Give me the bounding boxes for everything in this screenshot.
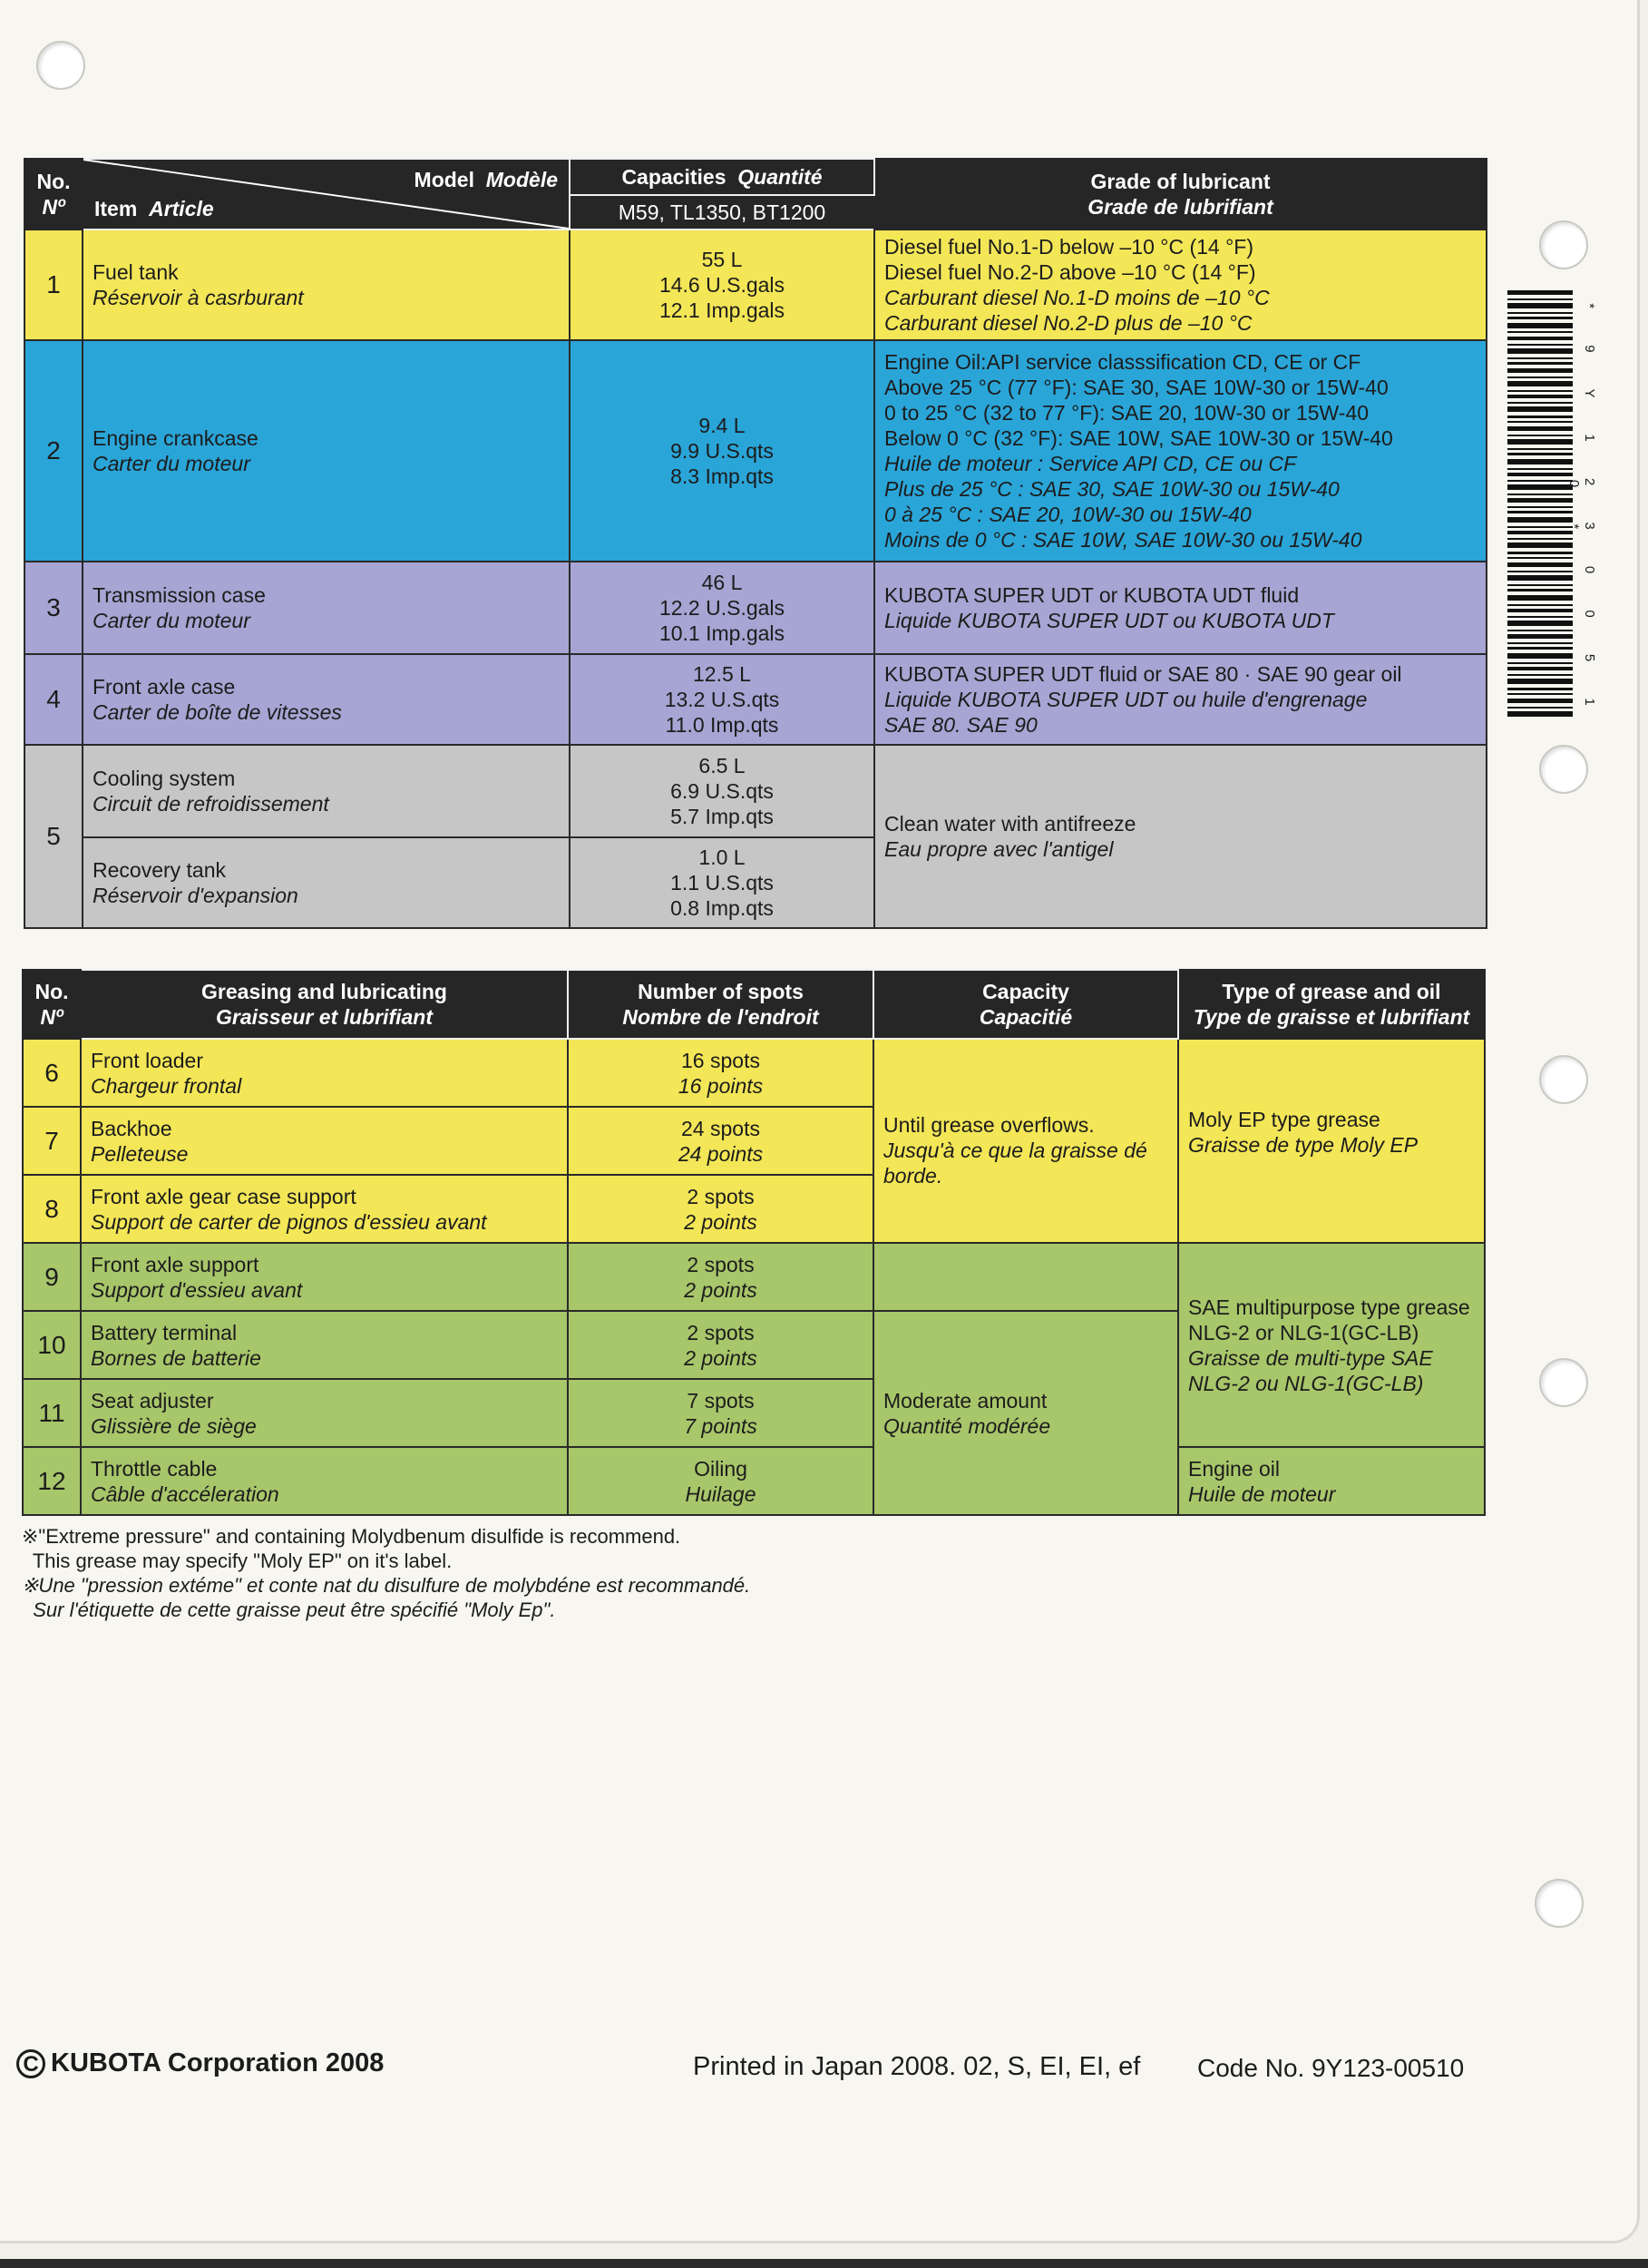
capacity-cell: 9.4 L 9.9 U.S.qts 8.3 Imp.qts: [570, 340, 874, 562]
spots-cell: 2 spots 2 points: [568, 1175, 873, 1243]
models-subheader: M59, TL1350, BT1200: [570, 195, 874, 230]
capacity-cell: 1.0 L 1.1 U.S.qts 0.8 Imp.qts: [570, 837, 874, 928]
col-no-header: No. Nº: [24, 159, 83, 230]
copyright: [16, 2048, 384, 2078]
row-number: 2: [24, 340, 83, 562]
spots-cell: 2 spots 2 points: [568, 1243, 873, 1311]
row-number: 8: [23, 1175, 81, 1243]
greasing-table: [22, 969, 1486, 1516]
col-greasing-header: Greasing and lubricating Graisseur et lubrifiant: [81, 970, 568, 1039]
table-row: [24, 340, 1487, 562]
col-capacity-header: Capacity Capacitié: [873, 970, 1178, 1039]
item-cell: Seat adjuster Glissière de siège: [81, 1379, 568, 1447]
table-row: [24, 745, 1487, 837]
spots-cell: 24 spots 24 points: [568, 1107, 873, 1175]
row-number: 9: [23, 1243, 81, 1311]
col-model-item-header: Model Modèle Item Article: [83, 159, 570, 230]
footnotes: [22, 1524, 750, 1622]
col-no-header: No. Nº: [23, 970, 81, 1039]
footnote-fr: ※Une "pression extéme" et conte nat du disulfure de molybdéne est recommandé.: [22, 1574, 751, 1597]
code-number: Code No. 9Y123-00510: [1197, 2054, 1465, 2082]
row-number: 7: [23, 1107, 81, 1175]
row-number: 12: [23, 1447, 81, 1515]
item-cell: Front axle support Support d'essieu avant: [81, 1243, 568, 1311]
binder-hole: [36, 41, 85, 90]
type-cell: Engine oil Huile de moteur: [1178, 1447, 1485, 1515]
scan-edge: [0, 2259, 1648, 2268]
row-number: 1: [24, 230, 83, 340]
footnote-en: This grease may specify "Moly EP" on it's label.: [22, 1549, 453, 1572]
table-row: [24, 230, 1487, 340]
type-cell: Moly EP type grease Graisse de type Moly EP: [1178, 1039, 1485, 1243]
row-number: 10: [23, 1311, 81, 1379]
item-cell: Front axle case Carter de boîte de vitesses: [83, 654, 570, 745]
barcode-text: [1566, 288, 1597, 724]
item-cell: Battery terminal Bornes de batterie: [81, 1311, 568, 1379]
barcode-label: * 9 Y 1 2 3 0 0 5 1 0 *: [1566, 303, 1597, 722]
capacity-cell: 46 L 12.2 U.S.gals 10.1 Imp.gals: [570, 562, 874, 654]
row-number: 11: [23, 1379, 81, 1447]
binder-hole: [1539, 1358, 1588, 1407]
item-cell: Cooling system Circuit de refroidissement: [83, 745, 570, 837]
capacity-cell: Moderate amount Quantité modérée: [873, 1311, 1178, 1515]
grade-cell: Clean water with antifreeze Eau propre avec l'antigel: [874, 745, 1487, 928]
row-number: 3: [24, 562, 83, 654]
capacity-cell-empty: [873, 1243, 1178, 1311]
footnote-en: ※"Extreme pressure" and containing Molydbenum disulfide is recommend.: [22, 1525, 681, 1548]
footnote-fr: Sur l'étiquette de cette graisse peut être spécifié "Moly Ep".: [22, 1598, 556, 1621]
row-number: 5: [24, 745, 83, 928]
table-row: [23, 1039, 1485, 1107]
col-type-header: Type of grease and oil Type de graisse et lubrifiant: [1178, 970, 1485, 1039]
capacities-table: [24, 158, 1487, 929]
spots-cell: 7 spots 7 points: [568, 1379, 873, 1447]
row-number: 6: [23, 1039, 81, 1107]
binder-hole: [1539, 745, 1588, 794]
grade-cell: Engine Oil:API service classsification CD, CE or CF Above 25 °C (77 °F): SAE 30, SAE 10W-30 or 15W-40 0 to 25 °C (32 to 77 °F): SAE 20, 10W-30 or 15W-40 Below 0 °C (32 °F): SAE 10W, SAE 10W-30 or 15W-40 Huile de moteur : Service API CD, CE ou CF Plus de 25 °C : SAE 30, SAE 10W-30 ou 15W-40 0 à 25 °C : SAE 20, 10W-30 ou 15W-40 Moins de 0 °C : SAE 10W, SAE 10W-30 ou 15W-40: [874, 340, 1487, 562]
printed-info: Printed in Japan 2008. 02, S, EI, EI, ef: [693, 2052, 1141, 2081]
col-grade-header: Grade of lubricant Grade de lubrifiant: [874, 159, 1487, 230]
row-number: 4: [24, 654, 83, 745]
item-cell: Front loader Chargeur frontal: [81, 1039, 568, 1107]
grade-cell: Diesel fuel No.1-D below –10 °C (14 °F) Diesel fuel No.2-D above –10 °C (14 °F) Carburant diesel No.1-D moins de –10 °C Carburant diesel No.2-D plus de –10 °C: [874, 230, 1487, 340]
type-cell: SAE multipurpose type grease NLG-2 or NLG-1(GC-LB) Graisse de multi-type SAE NLG-2 ou NLG-1(GC-LB): [1178, 1243, 1485, 1447]
spots-cell: 2 spots 2 points: [568, 1311, 873, 1379]
spots-cell: 16 spots 16 points: [568, 1039, 873, 1107]
grade-cell: KUBOTA SUPER UDT or KUBOTA UDT fluid Liquide KUBOTA SUPER UDT ou KUBOTA UDT: [874, 562, 1487, 654]
item-cell: Fuel tank Réservoir à casrburant: [83, 230, 570, 340]
capacity-cell: Until grease overflows. Jusqu'à ce que la graisse dé borde.: [873, 1039, 1178, 1243]
capacity-cell: 6.5 L 6.9 U.S.qts 5.7 Imp.qts: [570, 745, 874, 837]
binder-hole: [1535, 1879, 1584, 1928]
table-row: [24, 562, 1487, 654]
item-cell: Backhoe Pelleteuse: [81, 1107, 568, 1175]
binder-hole: [1539, 1055, 1588, 1104]
item-cell: Front axle gear case support Support de carter de pignos d'essieu avant: [81, 1175, 568, 1243]
table-row: [24, 654, 1487, 745]
item-cell: Engine crankcase Carter du moteur: [83, 340, 570, 562]
table-row: [23, 1447, 1485, 1515]
item-cell: Throttle cable Câble d'accéleration: [81, 1447, 568, 1515]
item-cell: Transmission case Carter du moteur: [83, 562, 570, 654]
col-spots-header: Number of spots Nombre de l'endroit: [568, 970, 873, 1039]
item-cell: Recovery tank Réservoir d'expansion: [83, 837, 570, 928]
barcode: [1507, 290, 1573, 721]
copyright-text: KUBOTA Corporation 2008: [51, 2048, 385, 2077]
capacity-cell: 55 L 14.6 U.S.gals 12.1 Imp.gals: [570, 230, 874, 340]
copyright-icon: C: [16, 2049, 45, 2078]
col-capacities-header: Capacities Quantité: [570, 159, 874, 195]
table-row: [23, 1243, 1485, 1311]
grade-cell: KUBOTA SUPER UDT fluid or SAE 80 · SAE 90 gear oil Liquide KUBOTA SUPER UDT ou huile d'engrenage SAE 80. SAE 90: [874, 654, 1487, 745]
binder-hole: [1539, 220, 1588, 269]
spots-cell: Oiling Huilage: [568, 1447, 873, 1515]
capacity-cell: 12.5 L 13.2 U.S.qts 11.0 Imp.qts: [570, 654, 874, 745]
